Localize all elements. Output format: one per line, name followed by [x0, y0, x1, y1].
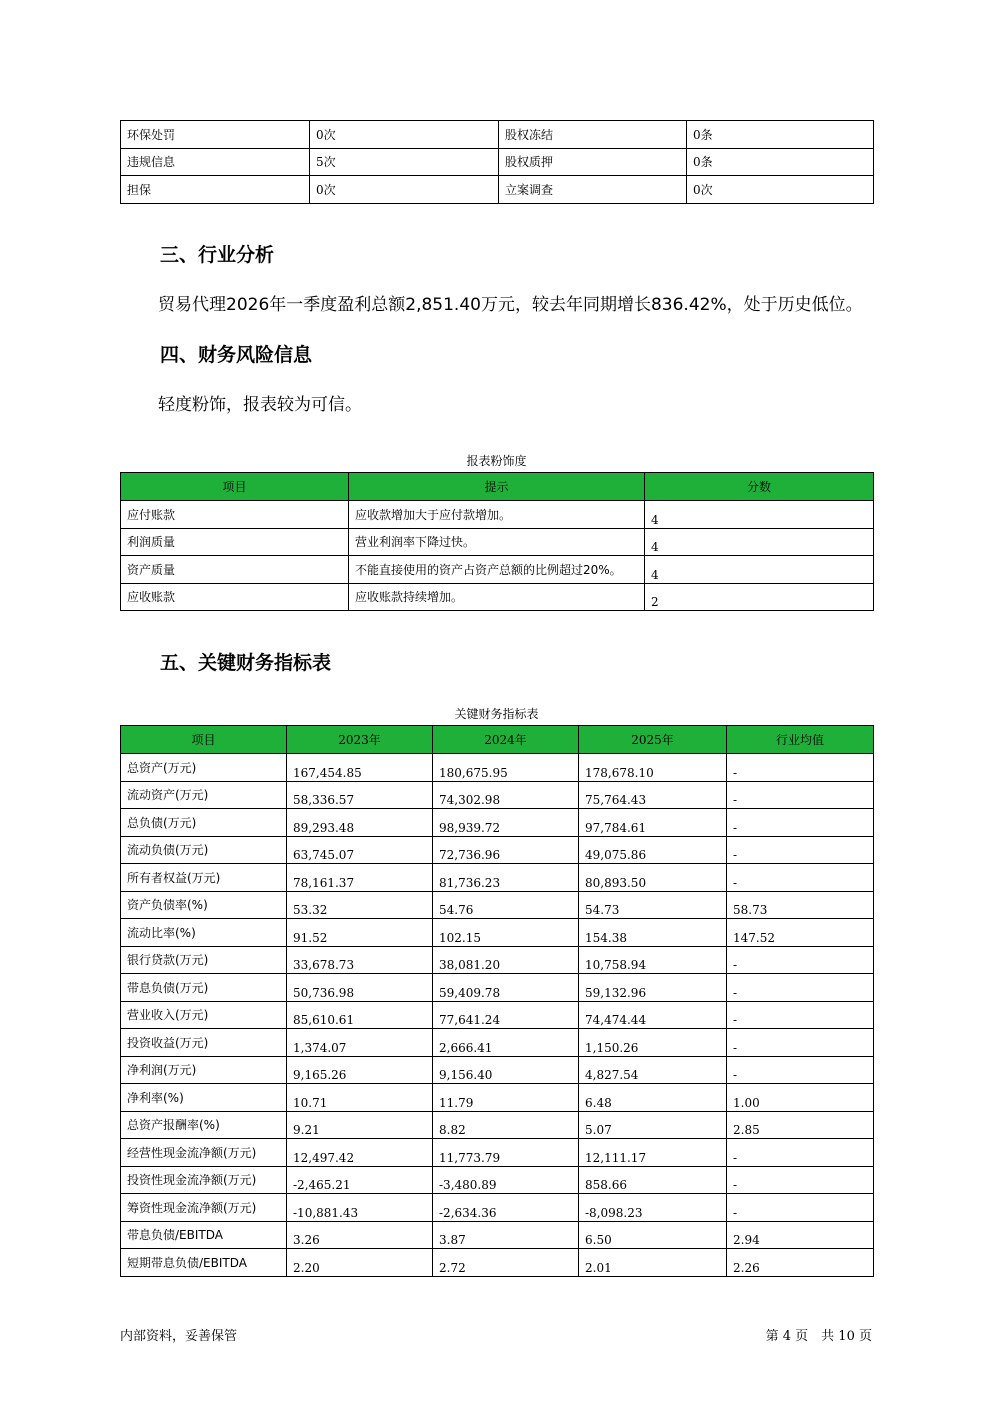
header-2025: 2025年 — [579, 726, 727, 754]
fin-value-2023: -10,881.43 — [287, 1194, 433, 1222]
fin-value-2023: 63,745.07 — [287, 836, 433, 864]
embellish-hint: 应收账款持续增加。 — [349, 583, 645, 611]
table-row — [121, 754, 874, 782]
fin-value-industry-avg: - — [727, 1139, 874, 1167]
risk-label: 立案调查 — [499, 176, 687, 204]
fin-item: 所有者权益(万元) — [121, 864, 287, 892]
table-row — [121, 919, 874, 947]
current-page: 4 — [782, 1329, 791, 1344]
fin-value-2025: 10,758.94 — [579, 946, 727, 974]
embellish-item: 资产质量 — [121, 556, 349, 584]
fin-value-2023: 10.71 — [287, 1084, 433, 1112]
fin-item: 带息负债/EBITDA — [121, 1221, 287, 1249]
fin-value-2025: 12,111.17 — [579, 1139, 727, 1167]
fin-value-2024: 77,641.24 — [433, 1001, 579, 1029]
fin-value-2023: 2.20 — [287, 1249, 433, 1277]
table-row — [121, 1221, 874, 1249]
risk-label: 环保处罚 — [121, 121, 310, 149]
fin-value-2024: 2,666.41 — [433, 1029, 579, 1057]
footer-page-number: 第 4 页 共 10 页 — [765, 1329, 872, 1344]
fin-value-industry-avg: - — [727, 809, 874, 837]
fin-value-2025: 178,678.10 — [579, 754, 727, 782]
fin-item: 资产负债率(%) — [121, 891, 287, 919]
fin-value-industry-avg: 2.26 — [727, 1249, 874, 1277]
fin-value-2025: 49,075.86 — [579, 836, 727, 864]
risk-value: 0条 — [687, 148, 874, 176]
fin-value-2024: -3,480.89 — [433, 1166, 579, 1194]
fin-value-industry-avg: - — [727, 836, 874, 864]
risk-label: 违规信息 — [121, 148, 310, 176]
embellish-score: 2 — [645, 583, 874, 611]
fin-value-industry-avg: - — [727, 1166, 874, 1194]
fin-item: 投资性现金流净额(万元) — [121, 1166, 287, 1194]
fin-value-2025: 2.01 — [579, 1249, 727, 1277]
fin-item: 总负债(万元) — [121, 809, 287, 837]
table-row — [121, 864, 874, 892]
table-row — [121, 121, 874, 149]
table-row — [121, 1029, 874, 1057]
table-row — [121, 1111, 874, 1139]
risk-label: 股权冻结 — [499, 121, 687, 149]
fin-value-2025: -8,098.23 — [579, 1194, 727, 1222]
embellish-table — [120, 472, 874, 611]
section-title-key-indicators: 五、关键财务指标表 — [160, 652, 332, 674]
header-item: 项目 — [121, 473, 349, 501]
table-row — [121, 809, 874, 837]
fin-value-2025: 59,132.96 — [579, 974, 727, 1002]
risk-value: 0次 — [687, 176, 874, 204]
fin-value-industry-avg: 58.73 — [727, 891, 874, 919]
table-row — [121, 1056, 874, 1084]
embellish-item: 应付账款 — [121, 501, 349, 529]
fin-item: 总资产报酬率(%) — [121, 1111, 287, 1139]
risk-paragraph: 轻度粉饰，报表较为可信。 — [158, 395, 362, 415]
fin-item: 投资收益(万元) — [121, 1029, 287, 1057]
fin-value-2024: 102.15 — [433, 919, 579, 947]
fin-value-industry-avg: 2.85 — [727, 1111, 874, 1139]
fin-value-2024: 74,302.98 — [433, 781, 579, 809]
fin-value-2025: 6.48 — [579, 1084, 727, 1112]
fin-value-industry-avg: 147.52 — [727, 919, 874, 947]
fin-value-2023: 50,736.98 — [287, 974, 433, 1002]
fin-value-2023: 12,497.42 — [287, 1139, 433, 1167]
risk-info-table — [120, 120, 874, 204]
fin-value-2023: 78,161.37 — [287, 864, 433, 892]
fin-value-2023: 1,374.07 — [287, 1029, 433, 1057]
footer-confidential: 内部资料，妥善保管 — [120, 1329, 238, 1344]
risk-label: 股权质押 — [499, 148, 687, 176]
fin-value-2024: 11,773.79 — [433, 1139, 579, 1167]
fin-value-2023: 33,678.73 — [287, 946, 433, 974]
table-row — [121, 891, 874, 919]
table-row — [121, 528, 874, 556]
table-row — [121, 1166, 874, 1194]
fin-value-2023: 9,165.26 — [287, 1056, 433, 1084]
fin-value-2024: 98,939.72 — [433, 809, 579, 837]
fin-value-industry-avg: - — [727, 754, 874, 782]
fin-value-2025: 5.07 — [579, 1111, 727, 1139]
fin-value-2023: 89,293.48 — [287, 809, 433, 837]
table-row — [121, 1001, 874, 1029]
fin-value-2025: 97,784.61 — [579, 809, 727, 837]
fin-value-industry-avg: - — [727, 1056, 874, 1084]
embellish-item: 应收账款 — [121, 583, 349, 611]
fin-value-2025: 4,827.54 — [579, 1056, 727, 1084]
fin-value-2025: 75,764.43 — [579, 781, 727, 809]
fin-value-2023: 85,610.61 — [287, 1001, 433, 1029]
fin-value-2024: 180,675.95 — [433, 754, 579, 782]
fin-table-caption: 关键财务指标表 — [454, 707, 539, 721]
fin-value-2023: 167,454.85 — [287, 754, 433, 782]
fin-item: 总资产(万元) — [121, 754, 287, 782]
fin-value-2023: 91.52 — [287, 919, 433, 947]
fin-value-2024: 9,156.40 — [433, 1056, 579, 1084]
fin-item: 带息负债(万元) — [121, 974, 287, 1002]
fin-value-2025: 74,474.44 — [579, 1001, 727, 1029]
fin-value-industry-avg: - — [727, 1001, 874, 1029]
embellish-hint: 不能直接使用的资产占资产总额的比例超过20%。 — [349, 556, 645, 584]
fin-value-2024: 2.72 — [433, 1249, 579, 1277]
header-industry-avg: 行业均值 — [727, 726, 874, 754]
fin-value-industry-avg: 1.00 — [727, 1084, 874, 1112]
fin-value-industry-avg: - — [727, 946, 874, 974]
key-financial-table — [120, 725, 874, 1277]
industry-paragraph: 贸易代理2026年一季度盈利总额2,851.40万元，较去年同期增长836.42%，处于历史低位。 — [158, 295, 863, 315]
table-row — [121, 1139, 874, 1167]
fin-item: 短期带息负债/EBITDA — [121, 1249, 287, 1277]
fin-item: 净利率(%) — [121, 1084, 287, 1112]
fin-item: 净利润(万元) — [121, 1056, 287, 1084]
embellish-item: 利润质量 — [121, 528, 349, 556]
fin-value-industry-avg: - — [727, 974, 874, 1002]
fin-value-2024: 72,736.96 — [433, 836, 579, 864]
fin-value-industry-avg: - — [727, 1194, 874, 1222]
fin-value-2023: 58,336.57 — [287, 781, 433, 809]
section-title-industry: 三、行业分析 — [160, 244, 275, 266]
table-row — [121, 1249, 874, 1277]
fin-value-2024: 81,736.23 — [433, 864, 579, 892]
fin-value-2023: 9.21 — [287, 1111, 433, 1139]
header-2023: 2023年 — [287, 726, 433, 754]
embellish-table-caption: 报表粉饰度 — [466, 454, 527, 468]
fin-item: 筹资性现金流净额(万元) — [121, 1194, 287, 1222]
fin-value-industry-avg: - — [727, 1029, 874, 1057]
total-pages: 10 — [838, 1329, 855, 1344]
fin-item: 流动负债(万元) — [121, 836, 287, 864]
fin-item: 流动比率(%) — [121, 919, 287, 947]
risk-value: 0条 — [687, 121, 874, 149]
embellish-score: 4 — [645, 501, 874, 529]
table-row — [121, 176, 874, 204]
section-title-risk: 四、财务风险信息 — [160, 344, 313, 366]
fin-value-2025: 858.66 — [579, 1166, 727, 1194]
header-item: 项目 — [121, 726, 287, 754]
fin-value-2023: -2,465.21 — [287, 1166, 433, 1194]
table-row — [121, 836, 874, 864]
fin-value-industry-avg: - — [727, 781, 874, 809]
fin-value-2024: -2,634.36 — [433, 1194, 579, 1222]
embellish-score: 4 — [645, 528, 874, 556]
fin-item: 银行贷款(万元) — [121, 946, 287, 974]
table-row — [121, 148, 874, 176]
fin-value-2025: 80,893.50 — [579, 864, 727, 892]
header-2024: 2024年 — [433, 726, 579, 754]
header-hint: 提示 — [349, 473, 645, 501]
fin-value-2024: 38,081.20 — [433, 946, 579, 974]
table-row — [121, 1084, 874, 1112]
table-row — [121, 556, 874, 584]
fin-value-2024: 11.79 — [433, 1084, 579, 1112]
fin-value-industry-avg: 2.94 — [727, 1221, 874, 1249]
risk-value: 0次 — [310, 121, 499, 149]
fin-item: 营业收入(万元) — [121, 1001, 287, 1029]
fin-value-2024: 54.76 — [433, 891, 579, 919]
table-row — [121, 781, 874, 809]
fin-value-2025: 1,150.26 — [579, 1029, 727, 1057]
fin-item: 经营性现金流净额(万元) — [121, 1139, 287, 1167]
risk-value: 0次 — [310, 176, 499, 204]
table-row — [121, 501, 874, 529]
risk-label: 担保 — [121, 176, 310, 204]
embellish-score: 4 — [645, 556, 874, 584]
fin-value-2025: 154.38 — [579, 919, 727, 947]
fin-value-2024: 3.87 — [433, 1221, 579, 1249]
table-row — [121, 583, 874, 611]
table-row — [121, 1194, 874, 1222]
fin-item: 流动资产(万元) — [121, 781, 287, 809]
fin-value-2024: 8.82 — [433, 1111, 579, 1139]
fin-value-industry-avg: - — [727, 864, 874, 892]
fin-value-2023: 3.26 — [287, 1221, 433, 1249]
fin-value-2023: 53.32 — [287, 891, 433, 919]
fin-value-2025: 6.50 — [579, 1221, 727, 1249]
risk-value: 5次 — [310, 148, 499, 176]
table-row — [121, 974, 874, 1002]
header-score: 分数 — [645, 473, 874, 501]
table-row — [121, 946, 874, 974]
embellish-hint: 营业利润率下降过快。 — [349, 528, 645, 556]
fin-value-2025: 54.73 — [579, 891, 727, 919]
fin-value-2024: 59,409.78 — [433, 974, 579, 1002]
embellish-hint: 应收款增加大于应付款增加。 — [349, 501, 645, 529]
